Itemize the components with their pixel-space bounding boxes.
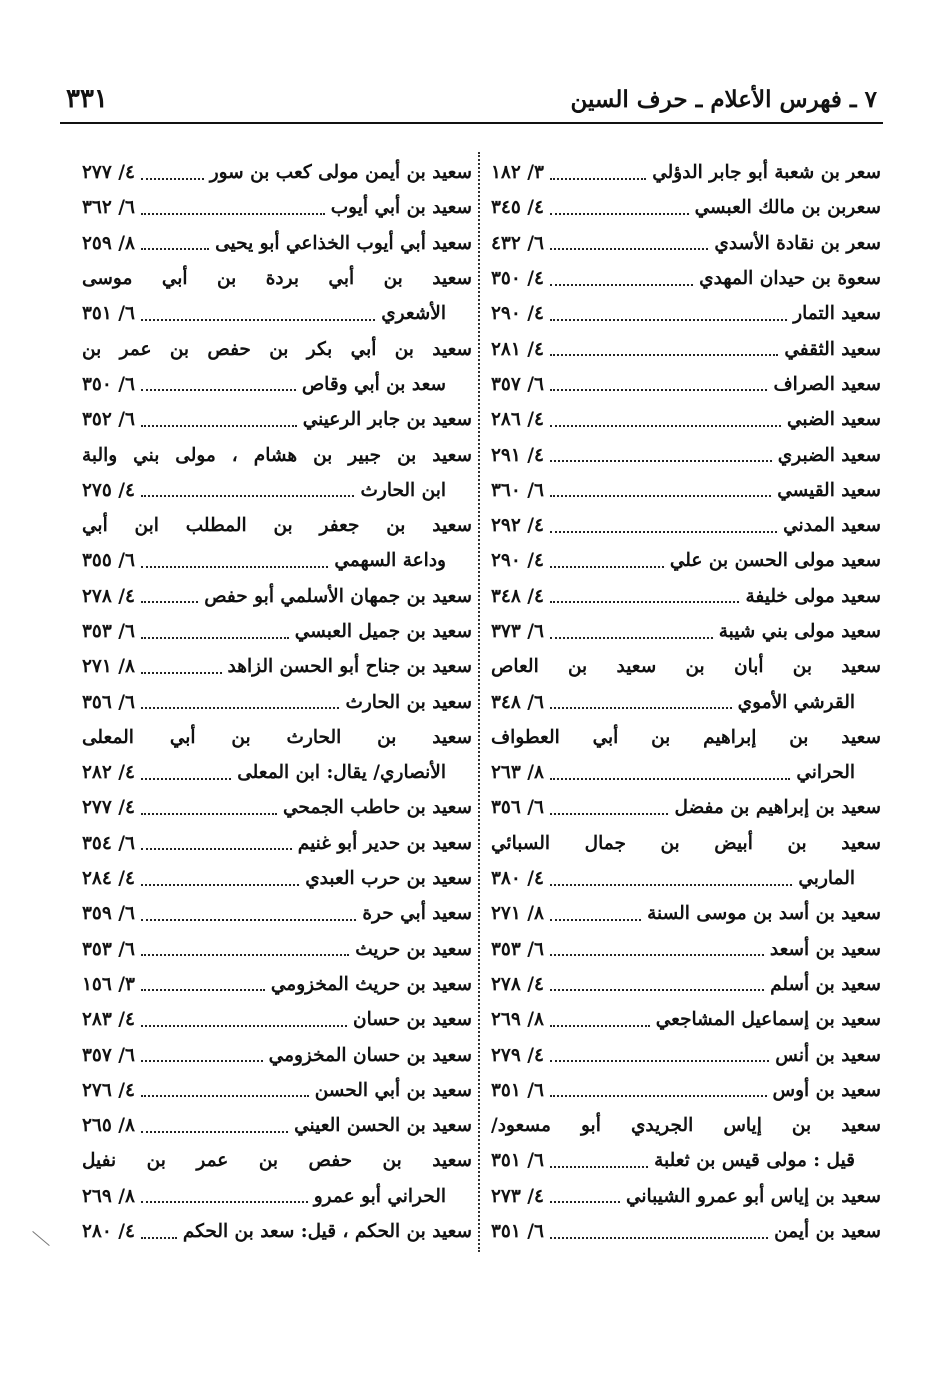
- entry-name: سعيد بن أبي بردة بن أبي موسى: [82, 268, 472, 290]
- entry-reference: ٦/ ٣٥٦: [491, 797, 544, 819]
- entry-name: سعيد بن أبي بكر بن حفص بن عمر بن: [82, 338, 472, 360]
- entry-name: سعيد بن إبراهيم بن مفضل: [674, 797, 881, 819]
- index-entry: [491, 402, 881, 437]
- entry-name: سعيد بن أسلم: [770, 973, 881, 995]
- entry-reference: ٤/ ٢٩٢: [491, 515, 544, 537]
- index-entry: [82, 967, 472, 1002]
- entry-reference: ٨/ ٢٧١: [491, 903, 544, 925]
- entry-reference: ٦/ ٣٥١: [82, 303, 135, 325]
- dot-leader: [550, 178, 646, 180]
- index-entry: [491, 1073, 881, 1108]
- dot-leader: [550, 1095, 767, 1097]
- dot-leader: [550, 531, 777, 533]
- dot-leader: [550, 284, 693, 286]
- entry-reference: ٤/ ٢٩٠: [491, 303, 544, 325]
- entry-reference: ٦/ ٣٥٢: [82, 409, 135, 431]
- index-entry: [82, 579, 472, 614]
- dot-leader: [550, 707, 732, 709]
- index-entry: [82, 684, 472, 719]
- entry-name: الحراني: [796, 762, 855, 784]
- entry-reference: ٤/ ٢٧٧: [82, 797, 135, 819]
- index-column-right: [491, 155, 881, 1249]
- entry-reference: ٤/ ٢٧٧: [82, 162, 135, 184]
- index-entry: [82, 226, 472, 261]
- entry-reference: ٦/ ٣٥٠: [82, 373, 135, 395]
- entry-reference: ٨/ ٢٦٣: [491, 762, 544, 784]
- dot-leader: [141, 1237, 177, 1239]
- entry-name: سعيد بن إياس أبو عمرو الشيباني: [625, 1185, 881, 1207]
- dot-leader: [141, 884, 299, 886]
- index-entry: [82, 896, 472, 931]
- entry-name: سعيد بن أبي الحسن: [314, 1079, 472, 1101]
- entry-name: سعيد بن أوس: [772, 1079, 881, 1101]
- dot-leader: [141, 707, 340, 709]
- entry-name: سعيد الثقفي: [784, 338, 881, 360]
- entry-reference: ٦/ ٣٥٧: [82, 1044, 135, 1066]
- entry-reference: ٨/ ٢٦٩: [82, 1185, 135, 1207]
- dot-leader: [550, 319, 787, 321]
- dot-leader: [550, 1201, 620, 1203]
- entry-name: سعيد التمار: [793, 303, 881, 325]
- index-entry: [491, 296, 881, 331]
- entry-name: الماربي: [798, 868, 855, 890]
- dot-leader: [550, 601, 740, 603]
- entry-reference: ٦/ ٣٥٣: [82, 621, 135, 642]
- dot-leader: [141, 672, 222, 674]
- index-entry: [491, 755, 881, 790]
- dot-leader: [550, 566, 664, 568]
- dot-leader: [141, 1131, 288, 1133]
- dot-leader: [141, 566, 328, 568]
- index-entry: [491, 473, 881, 508]
- index-entry: [82, 190, 472, 225]
- dot-leader: [550, 495, 771, 497]
- index-entry: [491, 543, 881, 578]
- entry-reference: ٤/ ٢٧٩: [491, 1044, 544, 1066]
- index-entry: [82, 402, 472, 437]
- index-entry: [82, 155, 472, 190]
- index-entry: [82, 543, 472, 578]
- index-entry: [82, 296, 472, 331]
- entry-reference: ٦/ ٣٥١: [491, 1221, 544, 1243]
- entry-reference: ٦/ ٣٥٦: [82, 691, 135, 713]
- index-entry: [491, 720, 881, 755]
- dot-leader: [141, 389, 296, 391]
- index-entry: [491, 1037, 881, 1072]
- index-entry: [82, 1143, 472, 1178]
- entry-name: سعيد بن حريث: [355, 938, 472, 960]
- entry-reference: ٣/ ١٨٢: [491, 162, 544, 184]
- entry-name: سعيد بن حسان المخزومي: [268, 1044, 472, 1066]
- entry-reference: ٤/ ٢٨١: [491, 338, 544, 360]
- dot-leader: [141, 1201, 308, 1203]
- dot-leader: [550, 1025, 650, 1027]
- index-entry: [491, 1108, 881, 1143]
- entry-reference: ٦/ ٣٥٧: [491, 373, 544, 395]
- entry-reference: ٤/ ٣٥٠: [491, 268, 544, 290]
- index-entry: [491, 861, 881, 896]
- dot-leader: [550, 813, 668, 815]
- entry-name: سعيد بن جبير بن هشام ، مولى بني والبة: [82, 444, 472, 466]
- dot-leader: [141, 213, 325, 215]
- entry-name: سعيد بن إبراهيم بن أبي العطواف: [491, 726, 881, 748]
- index-entry: [491, 1214, 881, 1249]
- index-entry: [491, 932, 881, 967]
- entry-name: سعيد الضبي: [787, 409, 881, 431]
- dot-leader: [550, 884, 792, 886]
- index-entry: [491, 226, 881, 261]
- entry-name: سعيد القيسي: [777, 479, 881, 501]
- entry-reference: ٤/ ٢٨٣: [82, 1009, 135, 1031]
- index-entry: [491, 614, 881, 649]
- entry-reference: ٨/ ٢٦٩: [491, 1009, 544, 1031]
- index-entry: [82, 508, 472, 543]
- entry-name: سعر بن نقادة الأسدي: [714, 232, 881, 254]
- entry-name: سعيد مولى الحسن بن علي: [669, 550, 881, 572]
- index-entry: [82, 367, 472, 402]
- entry-reference: ٨/ ٢٧١: [82, 656, 135, 678]
- entry-name: ابن الحارث: [360, 479, 446, 501]
- dot-leader: [141, 248, 209, 250]
- dot-leader: [550, 919, 641, 921]
- entry-name: سعيد بن أيمن مولى كعب بن سور: [209, 162, 472, 184]
- entry-name: سعر بن شعبة أبو جابر الدؤلي: [652, 162, 881, 184]
- index-entry: [491, 1143, 881, 1178]
- index-entry: [82, 649, 472, 684]
- index-entry: [82, 1214, 472, 1249]
- entry-reference: ٦/ ٣٥٣: [491, 938, 544, 960]
- dot-leader: [141, 1095, 309, 1097]
- dot-leader: [141, 1025, 347, 1027]
- index-entry: [491, 1002, 881, 1037]
- entry-name: سعيد مولى خليفة: [745, 585, 881, 607]
- index-column-left: [82, 155, 472, 1249]
- margin-mark: [32, 1231, 49, 1246]
- entry-reference: ٤/ ٢٩٠: [491, 550, 544, 572]
- entry-name: سعوة بن حيدان المهدي: [699, 268, 881, 290]
- entry-reference: ٤/ ٣٤٨: [491, 585, 544, 607]
- index-entry: [491, 790, 881, 825]
- entry-name: الأشعري: [381, 303, 446, 325]
- dot-leader: [141, 1060, 263, 1062]
- entry-reference: ٦/ ٣٧٣: [491, 621, 544, 642]
- entry-name: سعيد بن حفص بن عمر بن نفيل: [82, 1150, 472, 1172]
- index-entry: [82, 826, 472, 861]
- dot-leader: [550, 637, 713, 639]
- index-entry: [82, 790, 472, 825]
- index-entry: [491, 367, 881, 402]
- dot-leader: [550, 425, 781, 427]
- dot-leader: [141, 954, 349, 956]
- index-entry: [491, 826, 881, 861]
- index-entry: [82, 261, 472, 296]
- entry-name: سعيد المدني: [783, 515, 881, 537]
- entry-name: سعيد بن جابر الرعيني: [302, 409, 472, 431]
- entry-name: سعيد بن الحارث: [345, 691, 472, 713]
- dot-leader: [550, 389, 768, 391]
- entry-reference: ٤/ ٢٨٢: [82, 762, 135, 784]
- dot-leader: [141, 989, 265, 991]
- entry-name: سعيد بن الحارث بن أبي المعلى: [82, 726, 472, 748]
- index-entry: [491, 967, 881, 1002]
- entry-name: سعيد بن أنس: [775, 1044, 881, 1066]
- dot-leader: [550, 354, 778, 356]
- entry-reference: ٤/ ٣٤٥: [491, 197, 544, 219]
- entry-name: سعيد بن الحسن العيني: [294, 1115, 472, 1137]
- entry-reference: ٤/ ٢٨٤: [82, 868, 135, 890]
- entry-reference: ٦/ ٣٥١: [491, 1079, 544, 1101]
- entry-name: القرشي الأموي: [737, 691, 855, 713]
- entry-name: سعيد بن جمهان الأسلمي أبو حفص: [204, 585, 472, 607]
- dot-leader: [550, 1166, 648, 1168]
- index-entry: [82, 932, 472, 967]
- dot-leader: [550, 460, 772, 462]
- index-entry: [491, 155, 881, 190]
- entry-name: سعد بن أبي وقاص: [301, 373, 446, 395]
- entry-name: قيل : مولى قيس بن ثعلبة: [654, 1150, 855, 1172]
- entry-name: سعيد بن أبي أيوب: [330, 197, 472, 219]
- dot-leader: [550, 989, 764, 991]
- entry-name: سعيد أبي حرة: [362, 903, 472, 925]
- index-entry: [82, 720, 472, 755]
- entry-name: سعيد الضبري: [777, 444, 881, 466]
- entry-reference: ٤/ ٢٧٥: [82, 479, 135, 501]
- entry-name: سعيد بن جناح أبو الحسن الزاهد: [227, 656, 472, 678]
- index-entry: [82, 331, 472, 366]
- entry-reference: ٨/ ٢٦٥: [82, 1115, 135, 1137]
- index-entry: [491, 896, 881, 931]
- dot-leader: [141, 425, 297, 427]
- entry-name: سعيد بن حسان: [353, 1009, 472, 1031]
- entry-name: سعيد بن أيمن: [774, 1221, 881, 1243]
- dot-leader: [141, 319, 375, 321]
- entry-reference: ٦/ ٣٥١: [491, 1150, 544, 1172]
- index-entry: [491, 190, 881, 225]
- index-entry: [82, 473, 472, 508]
- entry-name: سعيد بن أبان بن سعيد بن العاص: [491, 656, 881, 678]
- index-entry: [82, 1108, 472, 1143]
- dot-leader: [141, 813, 277, 815]
- index-entry: [491, 649, 881, 684]
- running-title: ٧ ـ فهرس الأعلام ـ حرف السين: [570, 86, 877, 113]
- entry-name: وداعة السهمي: [334, 550, 446, 572]
- entry-name: سعيد بن أسعد: [769, 938, 881, 960]
- entry-name: سعيد مولى بني شيبة: [718, 621, 881, 642]
- column-divider: [478, 152, 480, 1252]
- entry-reference: ٦/ ٣٦٢: [82, 197, 135, 219]
- entry-name: سعيد بن حاطب الجمحي: [282, 797, 472, 819]
- entry-name: سعيد بن إياس الجريدي أبو مسعود/: [491, 1115, 881, 1137]
- entry-reference: ٦/ ٣٤٨: [491, 691, 544, 713]
- index-entry: [82, 755, 472, 790]
- entry-name: سعيد بن أسد بن موسى السنة: [647, 903, 881, 925]
- entry-reference: ٣/ ١٥٦: [82, 973, 135, 995]
- index-entry: [491, 1179, 881, 1214]
- index-entry: [82, 1073, 472, 1108]
- entry-reference: ٦/ ٤٣٢: [491, 232, 544, 254]
- entry-reference: ٤/ ٢٧٨: [491, 973, 544, 995]
- dot-leader: [550, 1060, 769, 1062]
- index-entry: [82, 614, 472, 649]
- page-number: ٣٣١: [66, 84, 108, 114]
- entry-name: سعيد الصراف: [773, 373, 881, 395]
- entry-reference: ٦/ ٣٦٠: [491, 479, 544, 501]
- index-entry: [82, 1179, 472, 1214]
- index-entry: [491, 261, 881, 296]
- index-entry: [491, 579, 881, 614]
- entry-name: سعيد بن حدير أبو غنيم: [297, 832, 472, 854]
- dot-leader: [550, 1237, 768, 1239]
- entry-reference: ٦/ ٣٥٤: [82, 832, 135, 854]
- entry-name: سعيد بن حرب العبدي: [305, 868, 472, 890]
- entry-reference: ٦/ ٣٥٥: [82, 550, 135, 572]
- entry-reference: ٦/ ٣٥٣: [82, 938, 135, 960]
- entry-reference: ٤/ ٢٧٨: [82, 585, 135, 607]
- entry-name: سعيد بن جعفر بن المطلب ابن أبي: [82, 515, 472, 537]
- index-entry: [491, 684, 881, 719]
- entry-reference: ٤/ ٢٧٣: [491, 1185, 544, 1207]
- index-entry: [491, 437, 881, 472]
- entry-name: سعيد بن إسماعيل المشاجعي: [655, 1009, 881, 1031]
- entry-reference: ٤/ ٣٨٠: [491, 868, 544, 890]
- dot-leader: [550, 954, 764, 956]
- entry-name: سعيد بن جميل العبسي: [294, 621, 472, 642]
- entry-reference: ٤/ ٢٨٦: [491, 409, 544, 431]
- entry-name: سعيد بن أبيض بن جمال السبائي: [491, 832, 881, 854]
- dot-leader: [141, 495, 355, 497]
- page-header: [60, 82, 883, 124]
- dot-leader: [550, 213, 689, 215]
- dot-leader: [550, 248, 708, 250]
- entry-reference: ٨/ ٢٥٩: [82, 232, 135, 254]
- entry-name: سعربن بن مالك العبسي: [694, 197, 881, 219]
- dot-leader: [141, 848, 292, 850]
- index-entry: [82, 1037, 472, 1072]
- entry-reference: ٤/ ٢٩١: [491, 444, 544, 466]
- entry-reference: ٤/ ٢٧٦: [82, 1079, 135, 1101]
- dot-leader: [141, 178, 204, 180]
- dot-leader: [141, 919, 356, 921]
- dot-leader: [550, 778, 790, 780]
- dot-leader: [141, 637, 289, 639]
- entry-name: الأنصاري/ يقال: ابن المعلى: [237, 762, 446, 784]
- index-entry: [82, 437, 472, 472]
- entry-name: سعيد أبي أيوب الخذاعي أبو يحيى: [215, 232, 472, 254]
- entry-name: سعيد بن حريث المخزومي: [270, 973, 472, 995]
- entry-reference: ٦/ ٣٥٩: [82, 903, 135, 925]
- index-entry: [82, 861, 472, 896]
- entry-name: الحراني أبو عمرو: [313, 1185, 446, 1207]
- index-entry: [491, 508, 881, 543]
- dot-leader: [141, 778, 231, 780]
- dot-leader: [141, 601, 198, 603]
- entry-reference: ٤/ ٢٨٠: [82, 1221, 135, 1243]
- index-entry: [491, 331, 881, 366]
- entry-name: سعيد بن الحكم ، قيل: سعد بن الحكم: [182, 1221, 472, 1243]
- index-entry: [82, 1002, 472, 1037]
